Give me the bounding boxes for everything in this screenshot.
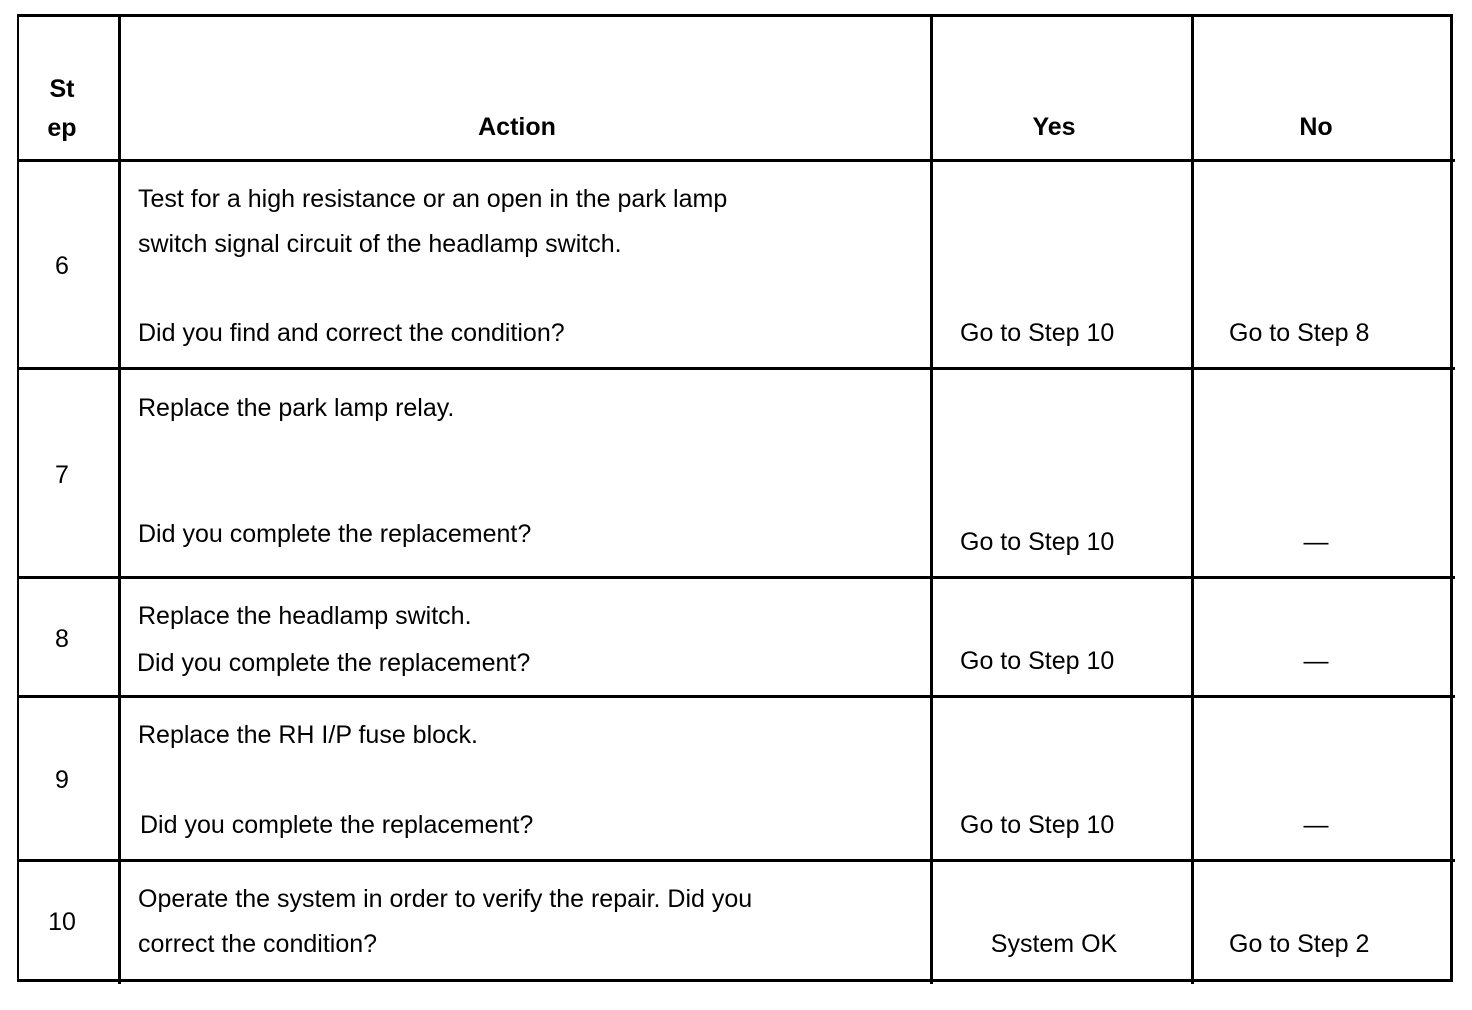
header-yes: Yes — [1032, 113, 1076, 141]
header-action: Action — [478, 113, 556, 141]
yes-result: Go to Step 10 — [960, 319, 1115, 347]
header-step — [19, 74, 105, 143]
no-result: — — [1303, 528, 1329, 556]
col-border-left — [17, 14, 19, 982]
action-text: correct the condition? — [138, 930, 378, 958]
header-step-line2: ep — [47, 114, 77, 142]
action-text: Replace the park lamp relay. — [138, 394, 455, 422]
yes-result: Go to Step 10 — [960, 528, 1115, 556]
action-text: Test for a high resistance or an open in the park lamp — [138, 185, 728, 213]
action-text: switch signal circuit of the headlamp switch. — [138, 230, 622, 258]
step-number: 6 — [55, 252, 69, 280]
action-text: Replace the RH I/P fuse block. — [138, 721, 478, 749]
col-border-right — [1450, 14, 1453, 982]
row-border-8 — [17, 695, 1455, 698]
row-border-6 — [17, 367, 1455, 370]
no-result: Go to Step 2 — [1229, 930, 1370, 958]
no-result: — — [1303, 811, 1329, 839]
yes-result: Go to Step 10 — [960, 647, 1115, 675]
row-border-9 — [17, 859, 1455, 862]
header-step-line1: St — [49, 75, 75, 103]
header-no: No — [1299, 113, 1333, 141]
action-text: Replace the headlamp switch. — [138, 602, 472, 630]
action-question: Did you complete the replacement? — [138, 520, 532, 548]
row-border-top — [17, 14, 1453, 17]
yes-result: System OK — [990, 930, 1118, 958]
step-number: 7 — [55, 461, 69, 489]
no-result: Go to Step 8 — [1229, 319, 1370, 347]
row-border-7 — [17, 576, 1455, 579]
action-text: Operate the system in order to verify the repair. Did you — [138, 885, 753, 913]
no-result: — — [1303, 647, 1329, 675]
step-number: 9 — [55, 766, 69, 794]
action-question: Did you complete the replacement? — [140, 811, 534, 839]
yes-result: Go to Step 10 — [960, 811, 1115, 839]
col-border-step — [118, 14, 121, 984]
step-number: 8 — [55, 625, 69, 653]
col-border-action — [930, 14, 933, 984]
action-question: Did you find and correct the condition? — [138, 319, 565, 347]
step-number: 10 — [48, 908, 76, 936]
row-border-bottom — [17, 979, 1453, 982]
row-border-header — [17, 159, 1455, 162]
action-question: Did you complete the replacement? — [137, 649, 531, 677]
diagnostic-table — [17, 14, 1455, 984]
